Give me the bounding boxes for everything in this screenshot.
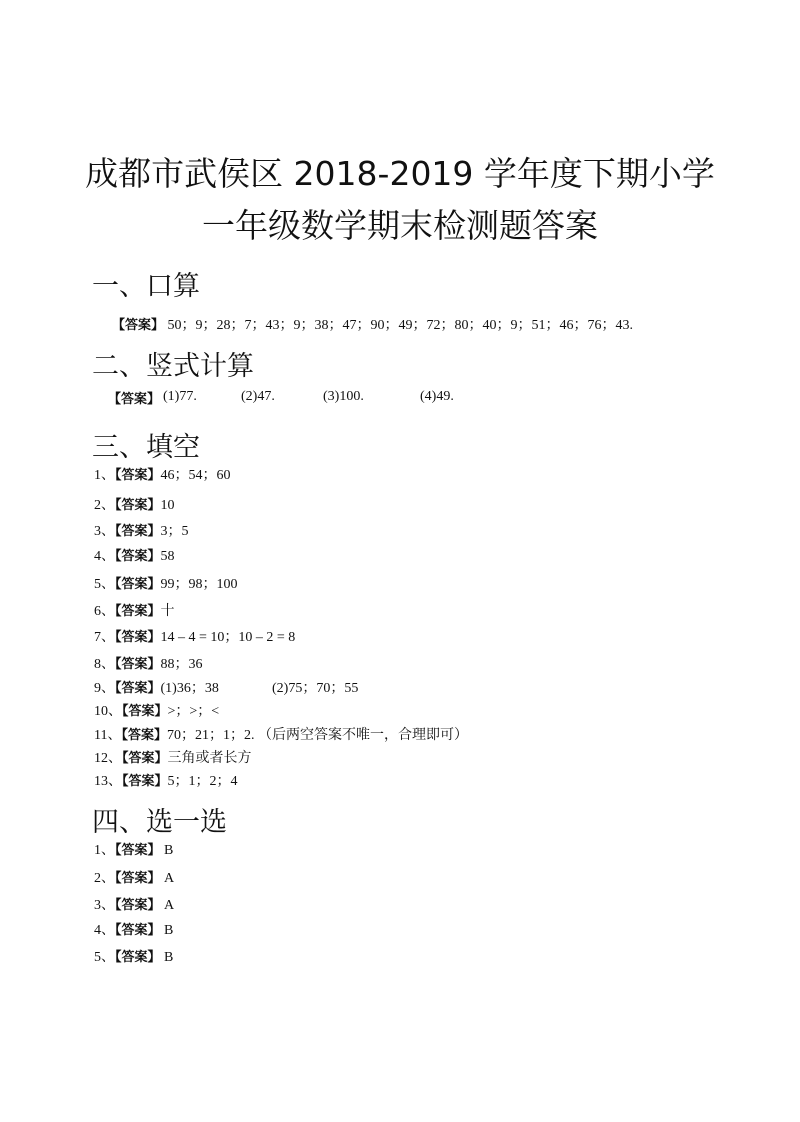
fill-item-1 — [94, 464, 231, 484]
section-4-heading: 四、选一选 — [92, 807, 227, 838]
section-2-answer-2: (2)47. — [241, 389, 275, 404]
item-number: 2、 — [94, 871, 115, 886]
item-number: 13、 — [94, 774, 122, 789]
fill-item-7 — [94, 626, 295, 646]
choice-item-5 — [94, 946, 173, 966]
section-2-answer-3: (3)100. — [323, 389, 364, 404]
answer-tag: 【答案】 — [115, 843, 161, 858]
item-answer: 十 — [160, 604, 175, 619]
answer-tag: 【答案】 — [108, 392, 161, 407]
item-answer: 14 – 4 = 10；10 – 2 = 8 — [160, 630, 296, 645]
choice-item-1 — [94, 839, 173, 859]
item-answer: 46；54；60 — [160, 468, 231, 483]
item-number: 4、 — [94, 549, 115, 564]
item-number: 11、 — [94, 728, 122, 743]
item-number: 5、 — [94, 950, 115, 965]
answer-tag: 【答案】 — [112, 318, 165, 333]
section-1-answer: 50；9；28；7；43；9；38；47；90；49；72；80；40；9；51；46；76；43. — [167, 318, 634, 333]
item-number: 3、 — [94, 898, 115, 913]
item-answer: 70；21；1；2. （后两空答案不唯一，合理即可） — [167, 728, 468, 743]
answer-tag: 【答案】 — [115, 604, 161, 619]
item-number: 3、 — [94, 524, 115, 539]
answer-tag: 【答案】 — [121, 728, 167, 743]
section-2-answer-row — [108, 388, 160, 408]
item-answer: 3；5 — [160, 524, 189, 539]
answer-tag: 【答案】 — [115, 871, 161, 886]
item-number: 12、 — [94, 751, 122, 766]
document-title-line-2: 一年级数学期末检测题答案 — [202, 206, 598, 245]
answer-tag: 【答案】 — [115, 657, 161, 672]
fill-item-9-part-2: (2)75；70；55 — [272, 681, 359, 696]
item-answer: A — [164, 898, 175, 913]
section-1-heading: 一、口算 — [92, 271, 200, 302]
choice-item-2 — [94, 867, 174, 887]
item-number: 1、 — [94, 468, 115, 483]
answer-tag: 【答案】 — [115, 577, 161, 592]
answer-tag: 【答案】 — [115, 630, 161, 645]
item-answer: B — [164, 950, 174, 965]
section-2-answer-4: (4)49. — [420, 389, 454, 404]
fill-item-8 — [94, 653, 203, 673]
fill-item-3 — [94, 520, 189, 540]
item-number: 7、 — [94, 630, 115, 645]
item-number: 2、 — [94, 498, 115, 513]
answer-tag: 【答案】 — [115, 524, 161, 539]
item-number: 10、 — [94, 704, 122, 719]
document-title-line-1: 成都市武侯区 2018-2019 学年度下期小学 — [85, 154, 715, 193]
item-number: 4、 — [94, 923, 115, 938]
choice-item-3 — [94, 894, 174, 914]
item-answer: B — [164, 843, 174, 858]
section-3-heading: 三、填空 — [92, 432, 200, 463]
answer-tag: 【答案】 — [115, 681, 161, 696]
answer-tag: 【答案】 — [115, 549, 161, 564]
fill-item-5 — [94, 573, 238, 593]
item-number: 6、 — [94, 604, 115, 619]
answer-tag: 【答案】 — [115, 950, 161, 965]
item-answer: 10 — [160, 498, 175, 513]
item-answer: >；>；< — [167, 704, 220, 719]
item-answer: A — [164, 871, 175, 886]
fill-item-6 — [94, 600, 175, 620]
item-number: 5、 — [94, 577, 115, 592]
fill-item-11 — [94, 724, 468, 744]
fill-item-4 — [94, 545, 175, 565]
choice-item-4 — [94, 919, 173, 939]
answer-tag: 【答案】 — [122, 704, 168, 719]
answer-tag: 【答案】 — [115, 923, 161, 938]
fill-item-9 — [94, 677, 219, 697]
fill-item-13 — [94, 770, 238, 790]
item-answer: 三角或者长方 — [167, 751, 252, 766]
answer-tag: 【答案】 — [122, 774, 168, 789]
item-number: 1、 — [94, 843, 115, 858]
answer-tag: 【答案】 — [115, 498, 161, 513]
item-answer: 99；98；100 — [160, 577, 238, 592]
section-2-heading: 二、竖式计算 — [92, 351, 254, 382]
answer-tag: 【答案】 — [115, 468, 161, 483]
fill-item-12 — [94, 747, 252, 767]
item-number: 8、 — [94, 657, 115, 672]
item-answer: 58 — [160, 549, 175, 564]
item-answer: (1)36；38 — [160, 681, 219, 696]
section-1-answer-row — [112, 314, 633, 334]
item-number: 9、 — [94, 681, 115, 696]
section-2-answer-1: (1)77. — [163, 389, 197, 404]
item-answer: 88；36 — [160, 657, 203, 672]
answer-tag: 【答案】 — [115, 898, 161, 913]
fill-item-10 — [94, 700, 219, 720]
item-answer: 5；1；2；4 — [167, 774, 238, 789]
item-answer: B — [164, 923, 174, 938]
fill-item-2 — [94, 494, 175, 514]
answer-tag: 【答案】 — [122, 751, 168, 766]
